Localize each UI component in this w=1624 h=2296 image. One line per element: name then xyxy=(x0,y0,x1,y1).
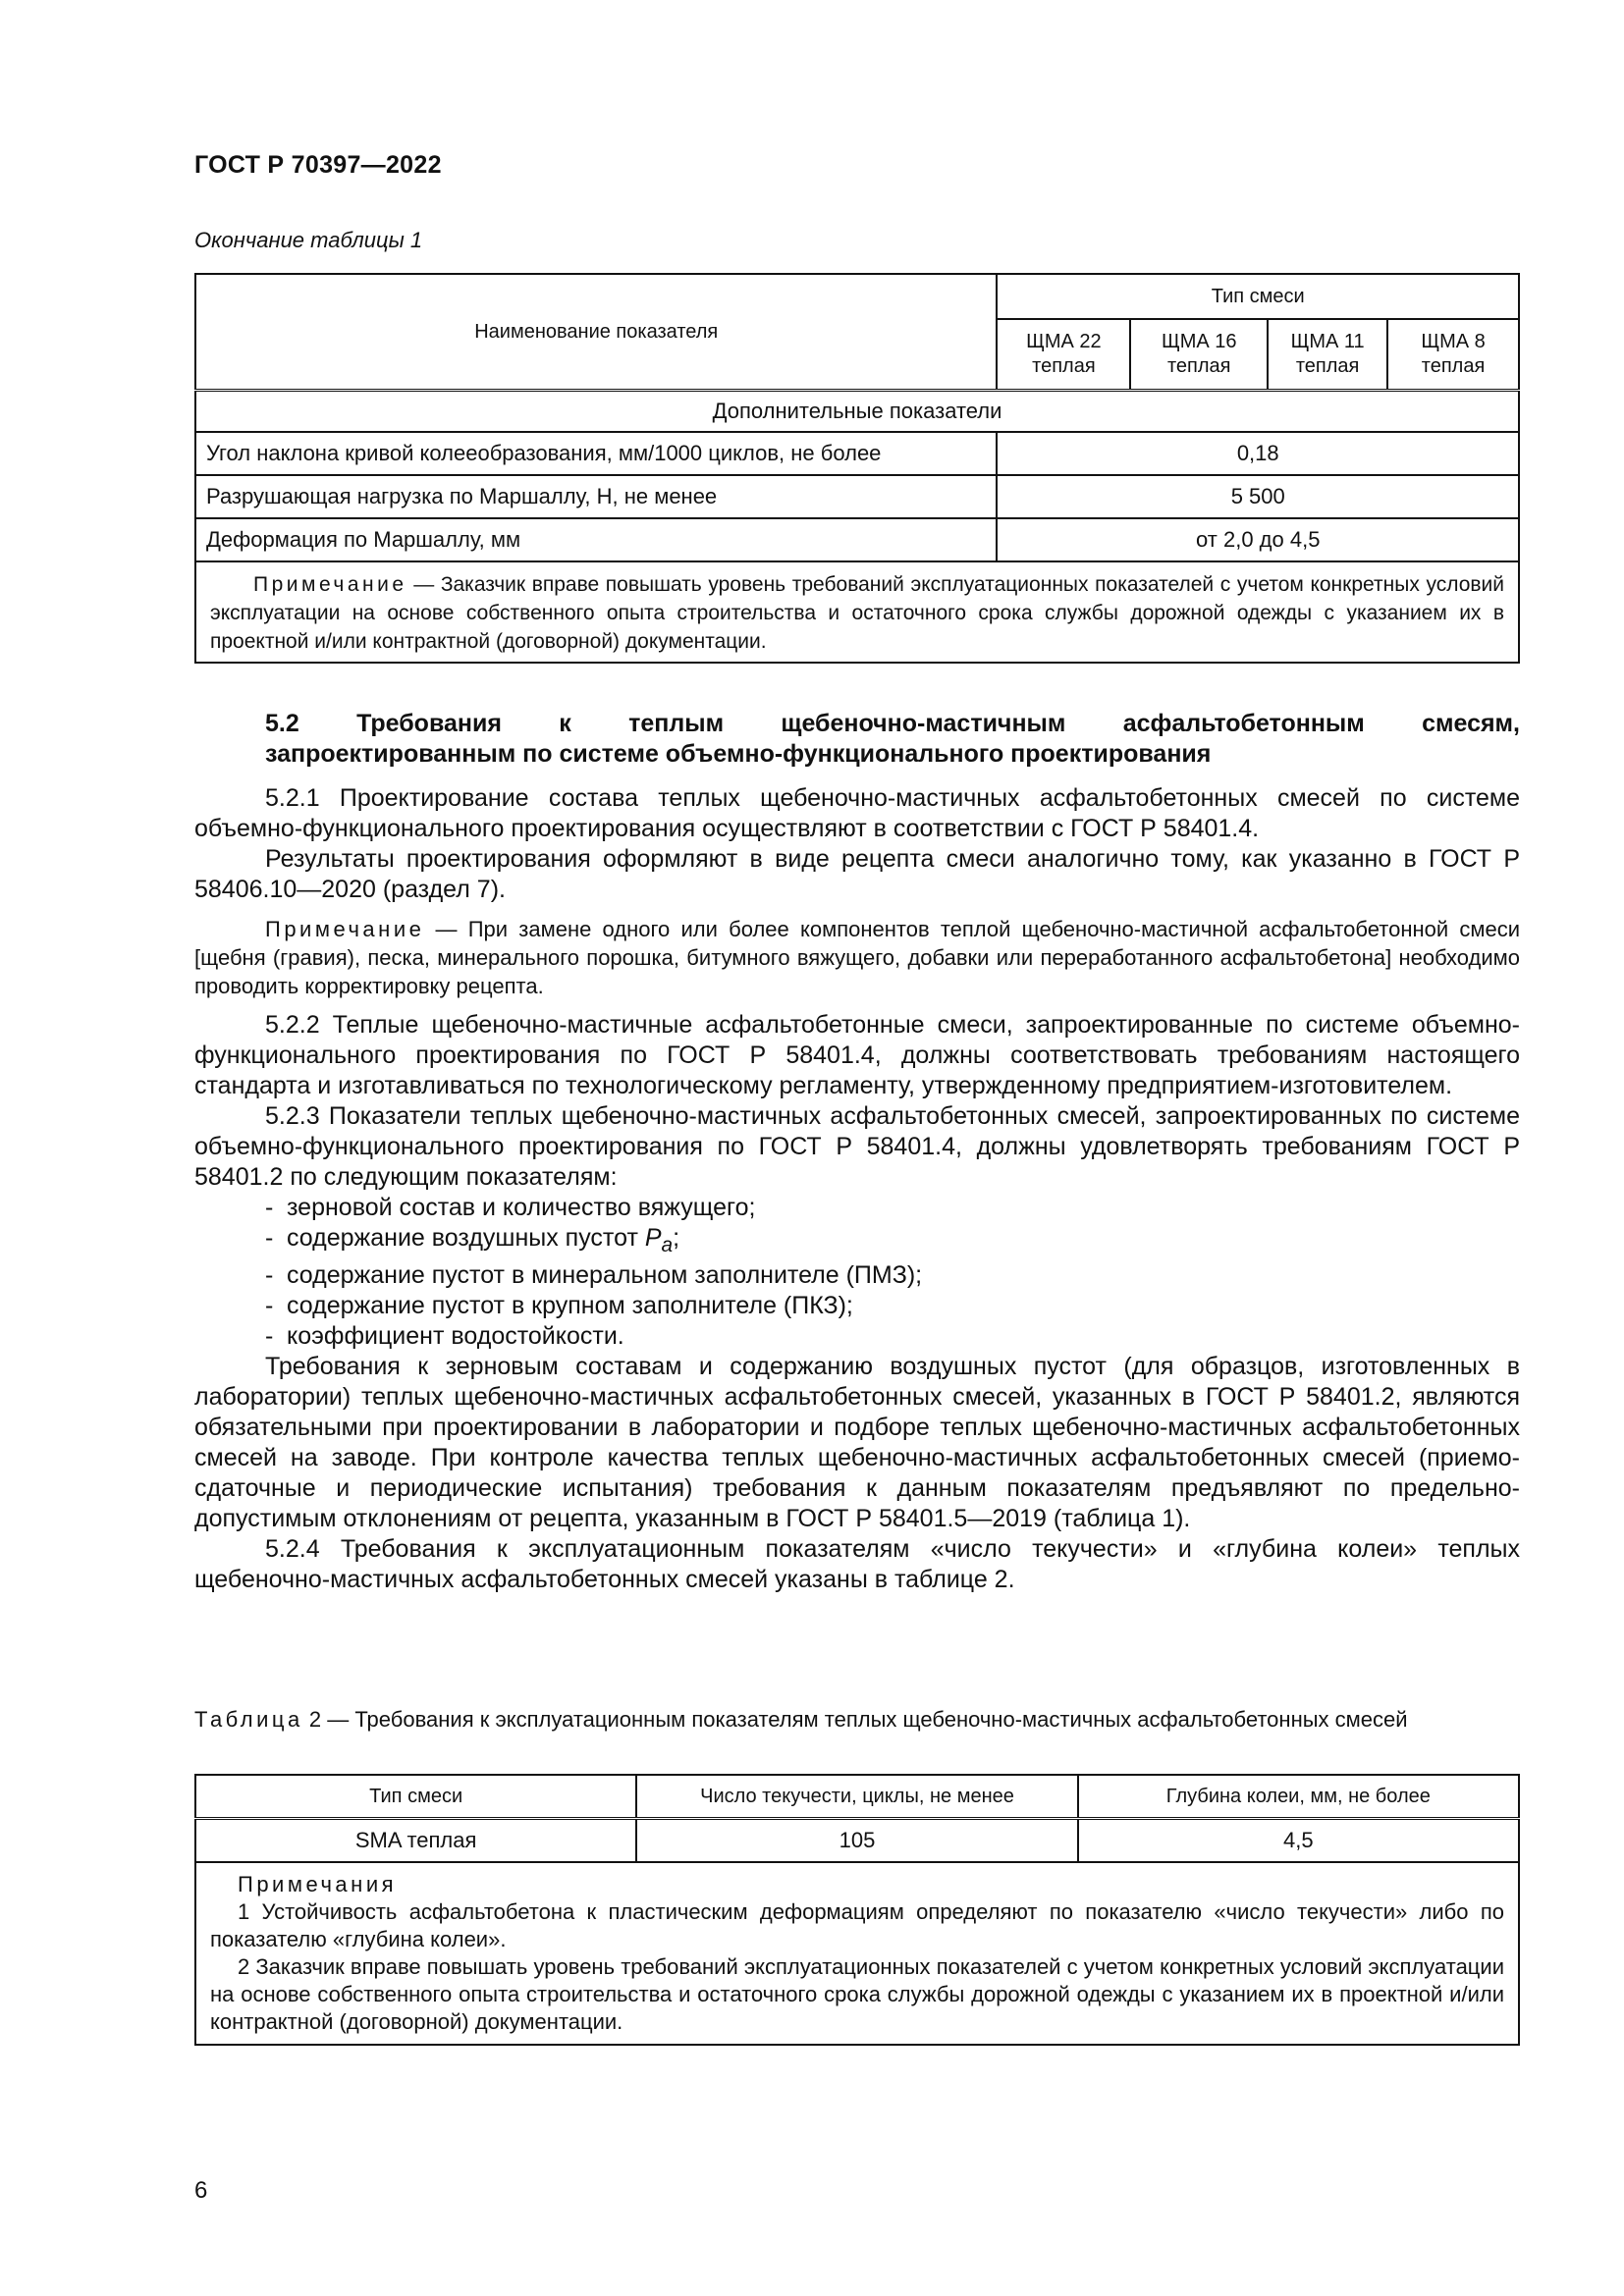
indicator-value: 5 500 xyxy=(997,475,1519,518)
header-mix-type: Тип смеси xyxy=(195,1775,636,1819)
paragraph-5-2-1: 5.2.1 Проектирование состава теплых щебеночно-мастичных асфальтобетонных смесей по системе объемно-функционального проектирования осуществляют в соответствии с ГОСТ Р 58401.4. xyxy=(194,784,1520,842)
paragraph-results: Результаты проектирования оформляют в виде рецепта смеси аналогично тому, как указанно в ГОСТ Р 58406.10—2020 (раздел 7). xyxy=(194,845,1520,903)
header-mix-sma22: ЩМА 22 теплая xyxy=(997,319,1130,391)
indicator-name: Разрушающая нагрузка по Маршаллу, Н, не менее xyxy=(195,475,997,518)
indicator-value: 0,18 xyxy=(997,432,1519,475)
section-heading-line-1: 5.2 Требования к теплым щебеночно-мастичным асфальтобетонным смесям, xyxy=(265,710,1520,737)
header-mix-sma11: ЩМА 11 теплая xyxy=(1268,319,1387,391)
notes-label: Примечания xyxy=(238,1872,398,1896)
caption-label: Таблица xyxy=(194,1707,303,1732)
table-2-notes xyxy=(195,1862,1519,2045)
note-2: 2 Заказчик вправе повышать уровень требований эксплуатационных показателей с учетом конкретных условий эксплуатации на основе собственного опыта строительства и остаточного срока службы дорожной одежды с указанием их в проектной и/или контрактной (договорной) документации. xyxy=(210,1954,1504,2034)
caption-text: 2 — Требования к эксплуатационным показателям теплых щебеночно-мастичных асфальтобетонных смесей xyxy=(302,1707,1408,1732)
table-section-title: Дополнительные показатели xyxy=(195,391,1519,433)
table-2-caption xyxy=(194,1706,1520,1734)
header-mix-sma8: ЩМА 8 теплая xyxy=(1387,319,1519,391)
table-1 xyxy=(194,273,1520,664)
note-1: 1 Устойчивость асфальтобетона к пластическим деформациям определяют по показателю «число текучести» либо по показателю «глубина колеи». xyxy=(210,1899,1504,1951)
list-item: - содержание пустот в минеральном заполнителе (ПМЗ); xyxy=(265,1261,923,1289)
indicator-name: Деформация по Маршаллу, мм xyxy=(195,518,997,561)
header-rut-depth: Глубина колеи, мм, не более xyxy=(1078,1775,1519,1819)
list-item: - содержание воздушных пустот $P_a$; xyxy=(265,1224,680,1256)
paragraph-5-2-4: 5.2.4 Требования к эксплуатационным показателям «число текучести» и «глубина колеи» теплых щебеночно-мастичных асфальтобетонных смесей указаны в таблице 2. xyxy=(194,1535,1520,1593)
cell-flow-number: 105 xyxy=(636,1819,1077,1863)
list-item: - зерновой состав и количество вяжущего; xyxy=(265,1194,756,1221)
table-row xyxy=(195,475,1519,518)
note-text: — Заказчик вправе повышать уровень требований эксплуатационных показателей с учетом конкретных условий эксплуатации на основе собственного опыта строительства и остаточного срока службы дорожной одежды с указанием их в проектной и/или контрактной (договорной) документации. xyxy=(210,573,1504,653)
paragraph-5-2-3: 5.2.3 Показатели теплых щебеночно-мастичных асфальтобетонных смесей, запроектированных по системе объемно-функционального проектирования по ГОСТ Р 58401.4, должны удовлетворять требованиям ГОСТ Р 58401.2 по следующим показателям: xyxy=(194,1102,1520,1191)
indicator-name: Угол наклона кривой колееобразования, мм/1000 циклов, не более xyxy=(195,432,997,475)
cell-mix-type: SMA теплая xyxy=(195,1819,636,1863)
header-indicator-name: Наименование показателя xyxy=(195,274,997,391)
list-item: - коэффициент водостойкости. xyxy=(265,1322,624,1350)
variable-p: P xyxy=(644,1224,662,1252)
section-heading-5-2 xyxy=(265,709,1520,770)
document-code: ГОСТ Р 70397—2022 xyxy=(194,151,442,179)
note-label: Примечание xyxy=(253,573,407,596)
header-mix-type: Тип смеси xyxy=(997,274,1519,319)
note-text: — При замене одного или более компонентов теплой щебеночно-мастичной асфальтобетонной смеси [щебня (гравия), песка, минерального порошка, битумного вяжущего, добавки или переработанного асфальтобетона] необходимо проводить корректировку рецепта. xyxy=(194,917,1520,998)
section-note xyxy=(194,915,1520,1000)
section-heading-line-2: запроектированным по системе объемно-функционального проектирования xyxy=(265,740,1212,768)
cell-rut-depth: 4,5 xyxy=(1078,1819,1519,1863)
table-row xyxy=(195,518,1519,561)
header-flow-number: Число текучести, циклы, не менее xyxy=(636,1775,1077,1819)
table-row xyxy=(195,1819,1519,1863)
indicator-value: от 2,0 до 4,5 xyxy=(997,518,1519,561)
table-2 xyxy=(194,1774,1520,2046)
paragraph-requirements: Требования к зерновым составам и содержанию воздушных пустот (для образцов, изготовленных в лаборатории) теплых щебеночно-мастичных асфальтобетонных смесей, указанных в ГОСТ Р 58401.2, являются обязательными при проектировании в лаборатории и подборе теплых щебеночно-мастичных асфальтобетонных смесей на заводе. При контроле качества теплых щебеночно-мастичных асфальтобетонных смесей (приемо-сдаточные и периодические испытания) требования к данным показателям предъявляют по предельно-допустимым отклонениям от рецепта, указанным в ГОСТ Р 58401.5—2019 (таблица 1). xyxy=(194,1353,1520,1532)
indicator-list xyxy=(194,1193,1520,1352)
table-row xyxy=(195,432,1519,475)
section-body xyxy=(194,783,1520,1595)
table-1-note xyxy=(195,561,1519,663)
paragraph-5-2-2: 5.2.2 Теплые щебеночно-мастичные асфальтобетонные смеси, запроектированные по системе объемно-функционального проектирования по ГОСТ Р 58401.4, должны соответствовать требованиям настоящего стандарта и изготавливаться по технологическому регламенту, утвержденному предприятием-изготовителем. xyxy=(194,1011,1520,1099)
table-continuation-label: Окончание таблицы 1 xyxy=(194,228,423,252)
note-label: Примечание xyxy=(265,917,425,941)
page-number: 6 xyxy=(194,2177,208,2204)
list-item: - содержание пустот в крупном заполнителе (ПКЗ); xyxy=(265,1292,853,1319)
header-mix-sma16: ЩМА 16 теплая xyxy=(1130,319,1268,391)
